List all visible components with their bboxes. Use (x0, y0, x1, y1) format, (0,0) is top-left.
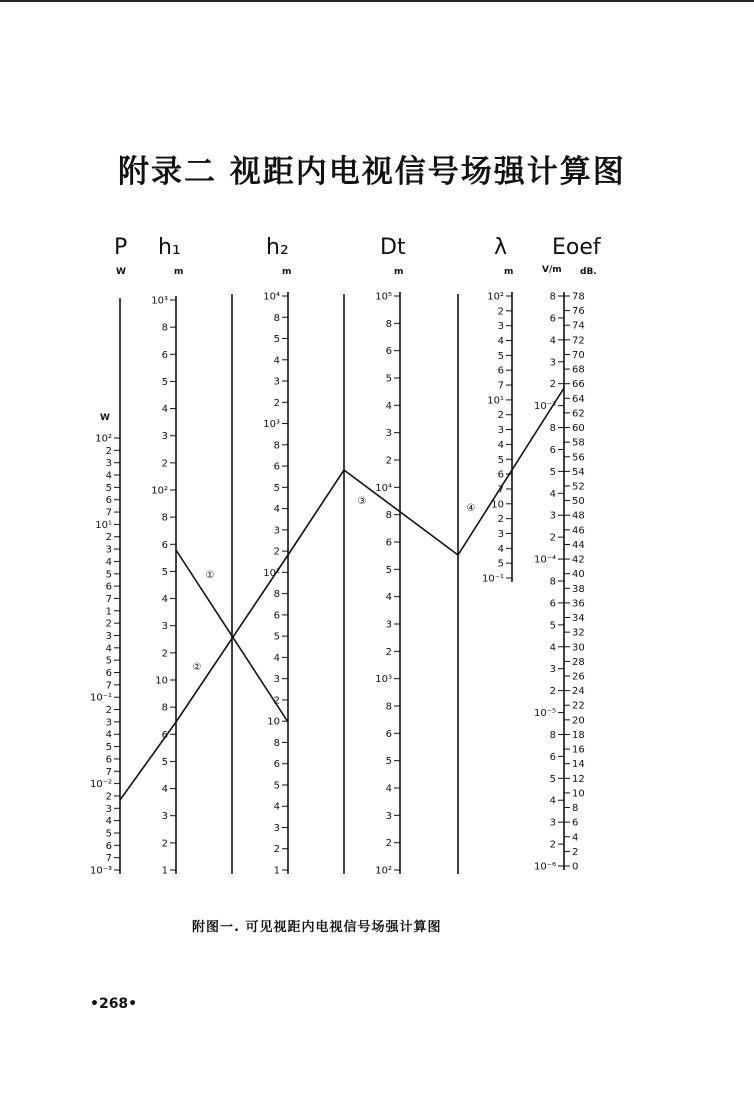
tick-label-Dt: 10⁵ (375, 291, 392, 303)
tick-label-Eoef-right: 48 (572, 510, 585, 522)
tick-label-Eoef-right: 72 (572, 335, 585, 347)
tick-label-h1: 6 (161, 729, 168, 741)
tick-label-Eoef-left: 3 (549, 510, 556, 522)
tick-label-P: 5 (105, 828, 112, 840)
tick-label-Eoef-left: 4 (549, 642, 556, 654)
axis-header-P: P (114, 235, 128, 260)
tick-label-Dt: 8 (385, 701, 392, 713)
tick-label-lambda: 10¹ (487, 395, 504, 407)
tick-label-Eoef-left: 2 (549, 379, 556, 391)
tick-label-lambda: 2 (497, 410, 504, 422)
tick-label-Eoef-right: 34 (572, 613, 585, 625)
tick-label-Eoef-right: 78 (572, 291, 585, 303)
tick-label-lambda: 7 (497, 484, 504, 496)
tick-label-h1: 4 (161, 404, 168, 416)
step-marker-3: ③ (357, 496, 367, 507)
tick-label-h2: 4 (273, 801, 280, 813)
tick-label-Eoef-left: 6 (549, 444, 556, 456)
tick-label-h2: 1 (273, 865, 280, 877)
tick-label-lambda: 4 (497, 439, 504, 451)
tick-label-h2: 2 (273, 397, 280, 409)
tick-label-h1: 5 (161, 566, 168, 578)
tick-label-P: 4 (105, 816, 112, 828)
axis-lambda (482, 235, 513, 585)
tick-label-h1: 3 (161, 431, 168, 443)
tick-label-lambda: 2 (497, 306, 504, 318)
tick-label-lambda: 3 (497, 528, 504, 540)
tick-label-h1: 8 (161, 322, 168, 334)
tick-label-Dt: 3 (385, 428, 392, 440)
tick-label-h1: 8 (161, 702, 168, 714)
tick-label-Eoef-left: 4 (549, 335, 556, 347)
tick-label-Dt: 6 (385, 346, 392, 358)
tick-label-h1: 3 (161, 621, 168, 633)
tick-label-h2: 2 (273, 844, 280, 856)
tick-label-h2: 3 (273, 822, 280, 834)
tick-label-Eoef-right: 10 (572, 788, 585, 800)
tick-label-h2: 6 (273, 461, 280, 473)
tick-label-Eoef-right: 54 (572, 466, 585, 478)
tick-label-Dt: 2 (385, 455, 392, 467)
tick-label-Eoef-left: 8 (549, 729, 556, 741)
tick-label-Dt: 2 (385, 838, 392, 850)
tick-label-Eoef-right: 50 (572, 496, 585, 508)
tick-label-P: 3 (105, 630, 112, 642)
tick-label-lambda: 7 (497, 380, 504, 392)
tick-label-P: 7 (105, 853, 112, 865)
tick-label-Dt: 10⁴ (375, 482, 392, 494)
tick-label-h1: 10 (155, 675, 168, 687)
tick-label-P: 5 (105, 482, 112, 494)
tick-label-lambda: 10 (491, 499, 504, 511)
tick-label-h1: 8 (161, 512, 168, 524)
tick-label-P: 6 (105, 840, 112, 852)
tick-label-h2: 8 (273, 312, 280, 324)
axis-unit-left-Eoef: V/m (542, 265, 562, 275)
tick-label-h1: 6 (161, 349, 168, 361)
tick-label-h2: 5 (273, 334, 280, 346)
tick-label-P: 7 (105, 680, 112, 692)
tick-label-Eoef-right: 60 (572, 423, 585, 435)
tick-label-h1: 6 (161, 539, 168, 551)
tick-label-Eoef-left: 5 (549, 773, 556, 785)
tick-label-Dt: 10² (375, 865, 392, 877)
tick-label-h2: 3 (273, 674, 280, 686)
tick-label-Eoef-right: 12 (572, 773, 585, 785)
tick-label-P: 2 (105, 618, 112, 630)
tick-label-h1: 2 (161, 838, 168, 850)
tick-label-h1: 5 (161, 756, 168, 768)
tick-label-Eoef-right: 26 (572, 671, 585, 683)
tick-label-h2: 5 (273, 482, 280, 494)
tick-label-h1: 5 (161, 376, 168, 388)
tick-label-Eoef-right: 76 (572, 306, 585, 318)
tick-label-Dt: 4 (385, 400, 392, 412)
tick-label-Dt: 8 (385, 318, 392, 330)
tick-label-Eoef-left: 8 (549, 576, 556, 588)
tick-label-Dt: 5 (385, 756, 392, 768)
tick-label-Eoef-right: 32 (572, 627, 585, 639)
tick-label-Eoef-left: 2 (549, 532, 556, 544)
tick-label-Eoef-right: 52 (572, 481, 585, 493)
axis-header-h2: h₂ (266, 235, 289, 260)
axis-P (90, 235, 127, 877)
tick-label-Dt: 2 (385, 646, 392, 658)
tick-label-h2: 10⁴ (263, 291, 280, 303)
tick-label-Eoef-right: 56 (572, 452, 585, 464)
tick-label-Eoef-right: 36 (572, 598, 585, 610)
tick-label-Eoef-right: 68 (572, 364, 585, 376)
tick-label-Eoef-right: 8 (572, 803, 579, 815)
axis-h1 (151, 235, 183, 877)
tick-label-h2: 10³ (263, 419, 280, 431)
tick-label-P: 6 (105, 668, 112, 680)
tick-label-Eoef-left: 6 (549, 313, 556, 325)
tick-label-P: 10⁻¹ (89, 692, 112, 704)
tick-label-Eoef-left: 2 (549, 686, 556, 698)
tick-label-lambda: 2 (497, 514, 504, 526)
axis-unit-lambda: m (504, 267, 514, 277)
tick-label-h1: 1 (161, 865, 168, 877)
tick-label-Eoef-left: 6 (549, 751, 556, 763)
page-title: 附录二 视距内电视信号场强计算图 (118, 154, 626, 190)
tick-label-lambda: 3 (497, 425, 504, 437)
tick-label-lambda: 5 (497, 350, 504, 362)
tick-label-P: 7 (105, 507, 112, 519)
tick-label-Eoef-right: 18 (572, 729, 585, 741)
tick-label-h2: 6 (273, 610, 280, 622)
tick-label-Eoef-right: 44 (572, 539, 585, 551)
tick-label-P: 10² (95, 433, 112, 445)
tick-label-Eoef-left: 10⁻⁴ (533, 554, 556, 566)
tick-label-h2: 10 (267, 716, 280, 728)
tick-label-P: 3 (105, 544, 112, 556)
tick-label-Eoef-right: 70 (572, 349, 585, 361)
tick-label-Eoef-right: 6 (572, 817, 579, 829)
tick-label-P: 2 (105, 532, 112, 544)
tick-label-h2: 5 (273, 631, 280, 643)
tick-label-Eoef-left: 6 (549, 598, 556, 610)
tick-label-P: 3 (105, 803, 112, 815)
tick-label-P: 10⁻² (89, 779, 112, 791)
tick-label-Eoef-right: 2 (572, 846, 579, 858)
tick-label-lambda: 3 (497, 321, 504, 333)
step-marker-4: ④ (466, 503, 476, 514)
tick-label-Eoef-left: 4 (549, 795, 556, 807)
tick-label-h1: 2 (161, 648, 168, 660)
tick-label-lambda: 6 (497, 469, 504, 481)
tick-label-P: 5 (105, 655, 112, 667)
tick-label-P: 7 (105, 593, 112, 605)
tick-label-Eoef-right: 0 (572, 861, 579, 873)
tick-label-P: 5 (105, 569, 112, 581)
page-number: •268• (90, 996, 138, 1012)
tick-label-Eoef-right: 16 (572, 744, 585, 756)
tick-label-h1: 10² (151, 485, 168, 497)
axis-header-Dt: Dt (380, 235, 406, 260)
tick-label-Dt: 6 (385, 728, 392, 740)
tick-label-P: 4 (105, 643, 112, 655)
tick-label-Dt: 8 (385, 510, 392, 522)
tick-label-Eoef-right: 20 (572, 715, 585, 727)
tick-label-Eoef-right: 4 (572, 832, 579, 844)
tick-label-Eoef-left: 8 (549, 423, 556, 435)
tick-label-Eoef-left: 5 (549, 466, 556, 478)
tick-label-Eoef-right: 40 (572, 569, 585, 581)
tick-label-P: 3 (105, 458, 112, 470)
axis-unit-h1: m (174, 267, 184, 277)
tick-label-h2: 10² (263, 567, 280, 579)
tick-label-P: 4 (105, 470, 112, 482)
tick-label-Eoef-right: 14 (572, 759, 585, 771)
tick-label-Eoef-left: 10⁻³ (533, 401, 556, 413)
tick-label-Eoef-right: 74 (572, 320, 585, 332)
tick-label-h2: 3 (273, 376, 280, 388)
step-marker-2: ② (192, 662, 202, 673)
tick-label-Eoef-left: 5 (549, 620, 556, 632)
axis-unit-right-Eoef: dB. (580, 267, 597, 277)
tick-label-lambda: 10⁻¹ (481, 573, 504, 585)
tick-label-Eoef-right: 66 (572, 379, 585, 391)
tick-label-lambda: 5 (497, 454, 504, 466)
tick-label-Eoef-left: 3 (549, 817, 556, 829)
axis-header-Eoef: Eoef (552, 235, 601, 260)
tick-label-P: 10⁻³ (89, 865, 112, 877)
tick-label-Eoef-right: 42 (572, 554, 585, 566)
tick-label-Eoef-left: 2 (549, 839, 556, 851)
tick-label-h2: 2 (273, 695, 280, 707)
tick-label-P: 2 (105, 705, 112, 717)
step-marker-1: ① (205, 570, 215, 581)
tick-label-Eoef-right: 62 (572, 408, 585, 420)
tick-label-Dt: 10³ (375, 674, 392, 686)
tick-label-Eoef-right: 58 (572, 437, 585, 449)
tick-label-Eoef-right: 24 (572, 686, 585, 698)
tick-label-P: 4 (105, 556, 112, 568)
tick-label-Eoef-left: 10⁻⁶ (533, 861, 556, 873)
tick-label-Eoef-right: 28 (572, 656, 585, 668)
axis-header-h1: h₁ (158, 235, 181, 260)
axis-header-lambda: λ (494, 235, 508, 260)
tick-label-P: 7 (105, 766, 112, 778)
figure-caption: 附图一. 可见视距内电视信号场强计算图 (192, 920, 442, 935)
tick-label-lambda: 6 (497, 365, 504, 377)
tick-label-P: 2 (105, 445, 112, 457)
tick-label-P: 10¹ (95, 519, 112, 531)
tick-label-Dt: 3 (385, 810, 392, 822)
tick-label-P: 5 (105, 742, 112, 754)
tick-label-h2: 8 (273, 737, 280, 749)
tick-label-Eoef-right: 30 (572, 642, 585, 654)
tick-label-lambda: 4 (497, 543, 504, 555)
tick-label-Dt: 4 (385, 592, 392, 604)
tick-label-Dt: 5 (385, 373, 392, 385)
tick-label-h2: 4 (273, 355, 280, 367)
tick-label-Eoef-left: 8 (549, 291, 556, 303)
tick-label-Eoef-right: 22 (572, 700, 585, 712)
tick-label-Eoef-right: 64 (572, 393, 585, 405)
tick-label-lambda: 5 (497, 558, 504, 570)
tick-label-h2: 8 (273, 589, 280, 601)
tick-label-h2: 3 (273, 525, 280, 537)
axis-Eoef (534, 235, 602, 873)
tick-label-h1: 4 (161, 594, 168, 606)
axis-unit-h2: m (282, 267, 292, 277)
tick-label-lambda: 10² (487, 291, 504, 303)
tick-label-Eoef-left: 3 (549, 357, 556, 369)
tick-label-h2: 4 (273, 504, 280, 516)
tick-label-Eoef-left: 4 (549, 488, 556, 500)
nomogram-step-markers (193, 496, 476, 673)
tick-label-Dt: 6 (385, 537, 392, 549)
tick-label-Dt: 5 (385, 564, 392, 576)
tick-label-P: 2 (105, 791, 112, 803)
tick-label-Eoef-left: 10⁻⁵ (533, 708, 556, 720)
axis-extra-unit-P: W (100, 413, 110, 423)
tick-label-h1: 10³ (151, 295, 168, 307)
tick-label-Eoef-right: 46 (572, 525, 585, 537)
tick-label-h1: 2 (161, 458, 168, 470)
tick-label-P: 4 (105, 729, 112, 741)
tick-label-P: 6 (105, 754, 112, 766)
tick-label-h2: 2 (273, 546, 280, 558)
tick-label-h1: 4 (161, 784, 168, 796)
tick-label-Dt: 4 (385, 783, 392, 795)
tick-label-Eoef-left: 3 (549, 664, 556, 676)
axis-Dt (375, 235, 406, 877)
tick-label-h2: 8 (273, 440, 280, 452)
tick-label-P: 1 (105, 606, 112, 618)
tick-label-h1: 3 (161, 811, 168, 823)
tick-label-Dt: 3 (385, 619, 392, 631)
axis-unit-Dt: m (394, 267, 404, 277)
tick-label-P: 6 (105, 581, 112, 593)
tick-label-lambda: 4 (497, 336, 504, 348)
tick-label-h2: 4 (273, 652, 280, 664)
tick-label-P: 3 (105, 717, 112, 729)
tick-label-h2: 6 (273, 759, 280, 771)
tick-label-Eoef-right: 38 (572, 583, 585, 595)
axis-unit-P: W (116, 267, 126, 277)
tick-label-P: 6 (105, 495, 112, 507)
tick-label-h2: 5 (273, 780, 280, 792)
nomogram-axes (90, 235, 602, 877)
